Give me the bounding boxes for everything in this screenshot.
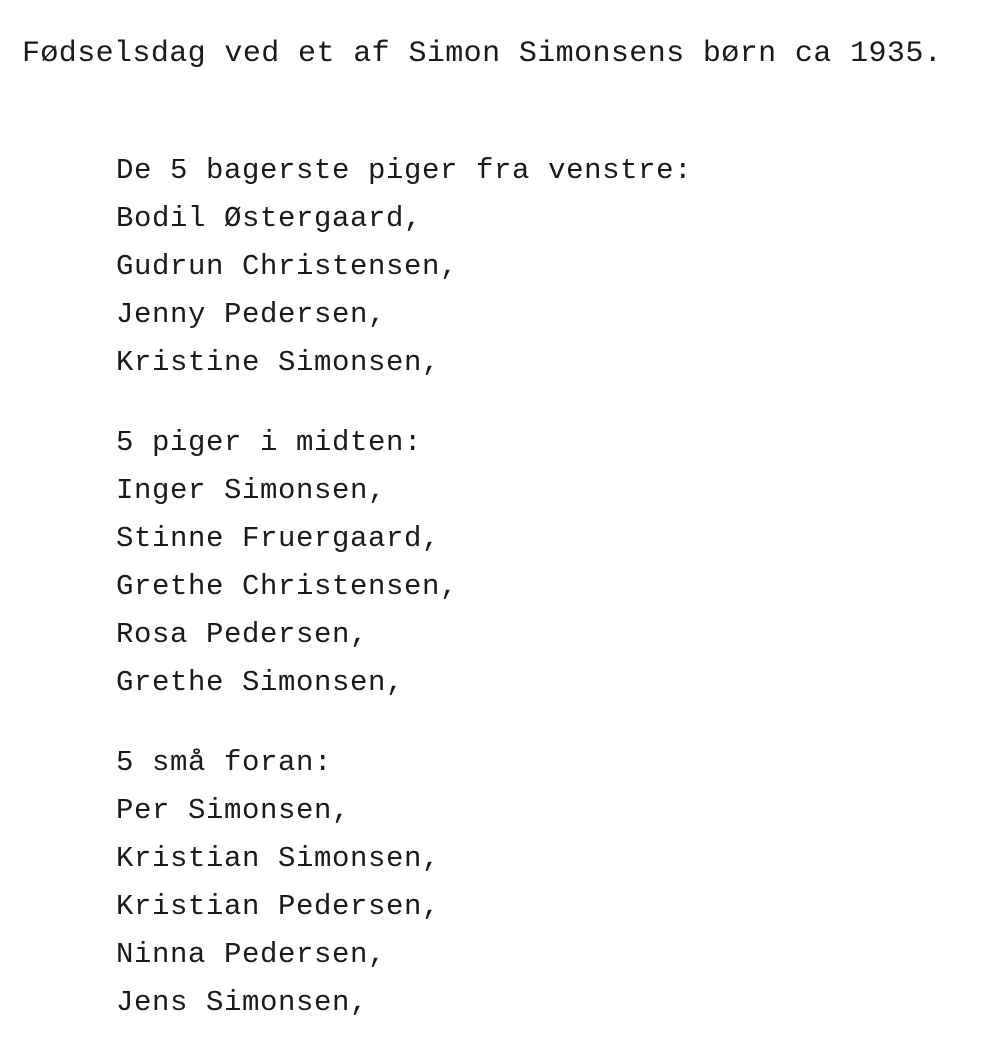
name-line: Kristian Pedersen, xyxy=(116,890,441,923)
name-line: Ninna Pedersen, xyxy=(116,938,387,971)
name-line: Grethe Christensen, xyxy=(116,570,459,603)
name-line: Rosa Pedersen, xyxy=(116,618,369,651)
name-line: Per Simonsen, xyxy=(116,794,351,827)
name-line: Grethe Simonsen, xyxy=(116,666,405,699)
section-heading: 5 små foran: xyxy=(116,746,333,779)
name-line: Bodil Østergaard, xyxy=(116,202,423,235)
section-heading: De 5 bagerste piger fra venstre: xyxy=(116,154,693,187)
document-title: Fødselsdag ved et af Simon Simonsens børn ca 1935. xyxy=(22,37,943,71)
name-line: Kristine Simonsen, xyxy=(116,346,441,379)
name-line: Gudrun Christensen, xyxy=(116,250,459,283)
section-back-row xyxy=(116,147,692,387)
name-line: Kristian Simonsen, xyxy=(116,842,441,875)
name-line: Jens Simonsen, xyxy=(116,986,369,1019)
section-heading: 5 piger i midten: xyxy=(116,426,423,459)
section-middle-row xyxy=(116,419,458,707)
name-line: Inger Simonsen, xyxy=(116,474,387,507)
name-line: Jenny Pedersen, xyxy=(116,298,387,331)
name-line: Stinne Fruergaard, xyxy=(116,522,441,555)
section-front-row xyxy=(116,739,440,1027)
